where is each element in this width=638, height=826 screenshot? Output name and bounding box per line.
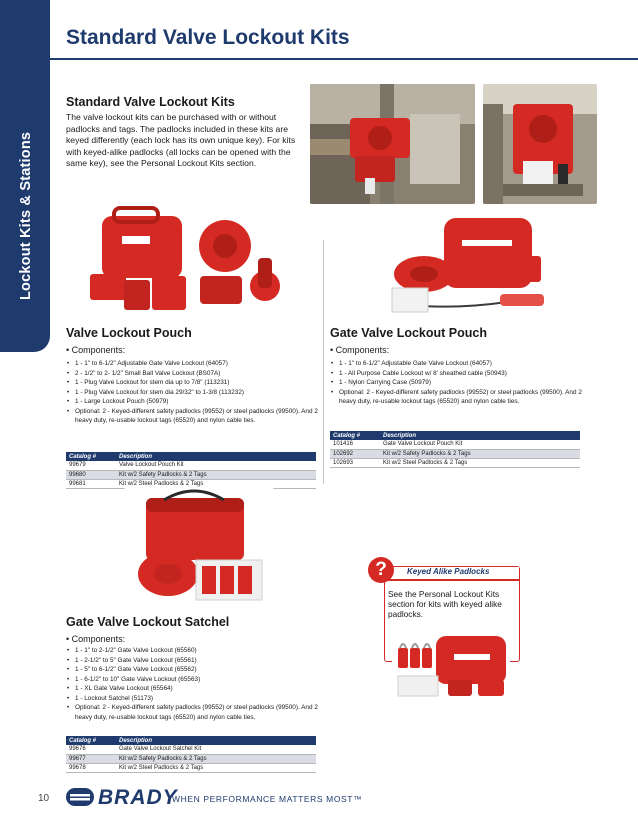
table-cell: 99681 [66, 479, 116, 488]
table-cell: 102692 [330, 449, 380, 458]
keyed-alike-kit-photo [392, 628, 510, 700]
table-cell: 101416 [330, 440, 380, 449]
valve-pouch-components-label: • Components: [66, 345, 126, 355]
table-row [66, 745, 316, 754]
list-item: • 1 - XL Gate Valve Lockout (65564) [66, 684, 336, 694]
table-cell: Gate Valve Lockout Pouch Kit [380, 440, 580, 449]
gate-valve-pouch-photo [382, 212, 592, 318]
table-cell: 99676 [66, 745, 116, 754]
list-item: • 1 - All Purpose Cable Lockout w/ 8' sheathed cable (50943) [330, 369, 600, 379]
table-row [66, 763, 316, 772]
table-cell: Kit w/2 Steel Padlocks & 2 Tags [380, 458, 580, 467]
table-cell: 99680 [66, 470, 116, 479]
satchel-heading: Gate Valve Lockout Satchel [66, 615, 230, 629]
side-tab-label: Lockout Kits & Stations [18, 131, 34, 300]
table-row [66, 470, 316, 479]
table-cell: Kit w/2 Steel Padlocks & 2 Tags [116, 479, 316, 488]
satchel-components-label: • Components: [66, 634, 126, 644]
table-cell: 102693 [330, 458, 380, 467]
table-header: Catalog # [66, 736, 116, 745]
list-item: • 1 - 6-1/2" to 10" Gate Valve Lockout (65563) [66, 675, 336, 685]
table-row [66, 754, 316, 763]
list-item: • 1 - 5" to 6-1/2" Gate Valve Lockout (65562) [66, 665, 336, 675]
title-rule [50, 58, 638, 60]
gate-valve-satchel-photo [124, 488, 274, 608]
gate-pouch-components [330, 359, 600, 407]
column-divider [323, 240, 324, 484]
valve-lockout-pouch-photo [90, 206, 305, 314]
table-cell: 99678 [66, 763, 116, 772]
table-header: Catalog # [330, 431, 380, 440]
list-item: • 1 - 1" to 6-1/2" Adjustable Gate Valve Lockout (64057) [66, 359, 322, 369]
intro-text: The valve lockout kits can be purchased with or without padlocks and tags. The padlocks included in these kits are keyed differently (each lock has its own unique key). For kits with keyed-alike padlocks (all locks can be opened with the same key), see the Personal Lockout Kits section. [66, 112, 296, 169]
tagline: WHEN PERFORMANCE MATTERS MOST™ [172, 794, 363, 804]
list-item: • 1 - 2-1/2" to 5" Gate Valve Lockout (65561) [66, 656, 336, 666]
list-item: • 1 - Plug Valve Lockout for stem dia up to 7/8" (113231) [66, 378, 322, 388]
callout-title: Keyed Alike Padlocks [407, 567, 490, 576]
list-item: • 1 - 1" to 2-1/2" Gate Valve Lockout (65560) [66, 646, 336, 656]
gate-pouch-heading: Gate Valve Lockout Pouch [330, 326, 487, 340]
table-row [330, 440, 580, 449]
page-number: 10 [38, 793, 50, 804]
list-item: • 1 - Plug Valve Lockout for stem dia 29/32" to 1-3/8 (113232) [66, 388, 322, 398]
table-cell: Kit w/2 Safety Padlocks & 2 Tags [116, 754, 316, 763]
question-icon: ? [368, 557, 394, 583]
list-item: • 2 - 1/2" to 2- 1/2" Small Ball Valve Lockout (BS07A) [66, 369, 322, 379]
list-item: • 1 - Lockout Satchel (51173) [66, 694, 336, 704]
table-cell: Kit w/2 Safety Padlocks & 2 Tags [116, 470, 316, 479]
valve-pouch-table [66, 452, 316, 489]
callout-text: See the Personal Lockout Kits section for kits with keyed alike padlocks. [388, 589, 502, 619]
list-item: • Optional: 2 - Keyed-different safety padlocks (99552) or steel padlocks (99500). And 2 heavy duty, re-usable lockout tags (65520) and nylon cable ties. [66, 703, 336, 722]
table-row [66, 461, 316, 470]
valve-lockout-photo-1 [310, 84, 475, 204]
list-item: • Optional: 2 - Keyed-different safety padlocks (99552) or steel padlocks (99500). And 2 heavy duty, re-usable lockout tags (65520) and nylon cable ties. [330, 388, 600, 407]
intro-heading: Standard Valve Lockout Kits [66, 95, 235, 109]
list-item: • 1 - Large Lockout Pouch (50979) [66, 397, 322, 407]
table-cell: 99677 [66, 754, 116, 763]
table-header: Description [116, 452, 316, 461]
gate-pouch-table [330, 431, 580, 468]
table-cell: Kit w/2 Safety Padlocks & 2 Tags [380, 449, 580, 458]
satchel-table [66, 736, 316, 773]
valve-lockout-photo-2 [483, 84, 597, 204]
table-header: Description [380, 431, 580, 440]
table-cell: 99679 [66, 461, 116, 470]
side-tab [0, 0, 50, 352]
table-cell: Valve Lockout Pouch Kit [116, 461, 316, 470]
list-item: • Optional: 2 - Keyed-different safety padlocks (99552) or steel padlocks (99500). And 2 heavy duty, re-usable lockout tags (65520) and nylon cable ties. [66, 407, 322, 426]
brady-logo-icon [66, 786, 94, 813]
brand-logo: BRADY [98, 786, 178, 809]
table-row [330, 449, 580, 458]
callout-rule [385, 579, 519, 581]
valve-pouch-components [66, 359, 322, 426]
list-item: • 1 - Nylon Carrying Case (50979) [330, 378, 600, 388]
table-header: Catalog # [66, 452, 116, 461]
callout-header [385, 567, 519, 579]
table-header: Description [116, 736, 316, 745]
gate-pouch-components-label: • Components: [330, 345, 390, 355]
table-cell: Gate Valve Lockout Satchel Kit [116, 745, 316, 754]
table-cell: Kit w/2 Steel Padlocks & 2 Tags [116, 763, 316, 772]
table-row [66, 479, 316, 488]
list-item: • 1 - 1" to 6-1/2" Adjustable Gate Valve Lockout (64057) [330, 359, 600, 369]
satchel-components [66, 646, 336, 722]
table-row [330, 458, 580, 467]
valve-pouch-heading: Valve Lockout Pouch [66, 326, 192, 340]
page-title: Standard Valve Lockout Kits [66, 26, 350, 49]
